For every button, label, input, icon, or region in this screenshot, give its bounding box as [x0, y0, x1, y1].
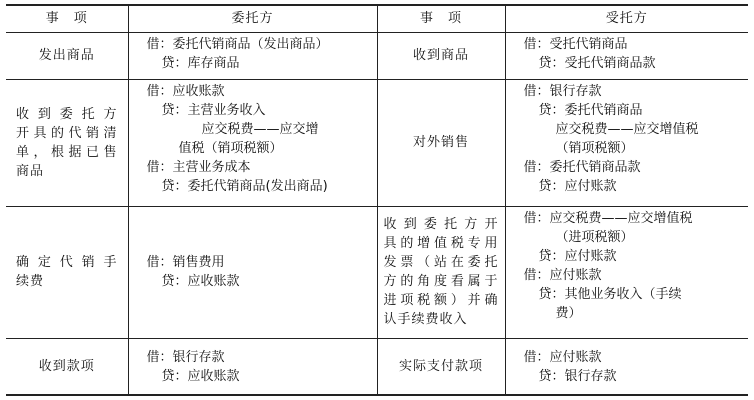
- consignee-entry: [505, 32, 748, 79]
- event-line: 确定代销手: [16, 255, 118, 271]
- event-cell: [6, 206, 128, 339]
- entry-line: 贷：委托代销商品: [538, 102, 643, 118]
- consignee-entry: [505, 79, 748, 206]
- header-event: 事 项: [6, 5, 128, 32]
- entry-line: 贷：应付账款: [538, 248, 617, 264]
- event-line: 认手续费收入: [383, 312, 468, 328]
- consignor-entry: [128, 206, 377, 339]
- table-row: [6, 339, 748, 395]
- entry-line: 借：银行存款: [523, 83, 602, 99]
- header-consignee: 受托方: [505, 5, 748, 32]
- table-row: [6, 206, 748, 339]
- entry-line: 费）: [555, 305, 582, 321]
- event-cell: 实际支付款项: [377, 339, 505, 395]
- event-line: 发票（站在委托: [383, 255, 499, 271]
- entry-line: 贷：应收账款: [161, 274, 240, 290]
- consignee-entry: [505, 339, 748, 395]
- header-consignor: 委托方: [128, 5, 377, 32]
- event-line: 收到委托方开: [383, 217, 499, 233]
- event-line: 开具的代销清: [16, 125, 118, 141]
- event-cell: 发出商品: [6, 32, 128, 79]
- entry-line: 借：委托代销商品款: [523, 159, 641, 175]
- event-cell: 收到款项: [6, 339, 128, 395]
- table-row: [6, 79, 748, 206]
- entry-line: 贷：应收账款: [161, 368, 240, 384]
- entry-line: 贷：主营业务收入: [161, 102, 266, 118]
- consignor-entry: [128, 79, 377, 206]
- entry-line: 贷：应付账款: [538, 178, 617, 194]
- entry-line: 贷：库存商品: [161, 55, 240, 71]
- event-line: 商品: [16, 163, 45, 179]
- header-event-2: 事 项: [377, 5, 505, 32]
- event-cell: [6, 79, 128, 206]
- entry-line: 应交税费——应交增值税: [555, 121, 699, 137]
- header-row: [6, 5, 748, 32]
- journal-entry-table: [6, 4, 748, 396]
- entry-line: （销项税额）: [555, 140, 634, 156]
- entry-line: 值税（销项税额）: [178, 140, 283, 156]
- entry-line: 应交税费——应交增: [201, 121, 319, 137]
- entry-line: 借：应付账款: [523, 267, 602, 283]
- entry-line: 贷：其他业务收入（手续: [538, 286, 682, 302]
- event-cell: [377, 206, 505, 339]
- consignor-entry: [128, 339, 377, 395]
- consignor-entry: [128, 32, 377, 79]
- event-line: 单，根据已售: [16, 144, 118, 160]
- entry-line: 借：销售费用: [146, 255, 225, 271]
- event-cell: 收到商品: [377, 32, 505, 79]
- consignee-entry: [505, 206, 748, 339]
- entry-line: 贷：受托代销商品款: [538, 55, 656, 71]
- entry-line: 贷：委托代销商品(发出商品): [161, 178, 328, 194]
- event-cell: 对外销售: [377, 79, 505, 206]
- entry-line: （进项税额）: [555, 229, 634, 245]
- entry-line: 借：银行存款: [146, 349, 225, 365]
- event-line: 续费: [16, 274, 45, 290]
- entry-line: 借：应付账款: [523, 349, 602, 365]
- entry-line: 贷：银行存款: [538, 368, 617, 384]
- entry-line: 借：主营业务成本: [146, 159, 251, 175]
- entry-line: 借：委托代销商品（发出商品）: [146, 36, 329, 52]
- event-line: 收到委托方: [16, 106, 118, 122]
- table-row: [6, 32, 748, 79]
- entry-line: 借：应交税费——应交增值税: [523, 210, 693, 226]
- entry-line: 借：应收账款: [146, 83, 225, 99]
- event-line: 具的增值税专用: [383, 236, 499, 252]
- event-line: 方的角度看属于: [383, 274, 499, 290]
- event-line: 进项税额）并确: [383, 293, 499, 309]
- entry-line: 借：受托代销商品: [523, 36, 628, 52]
